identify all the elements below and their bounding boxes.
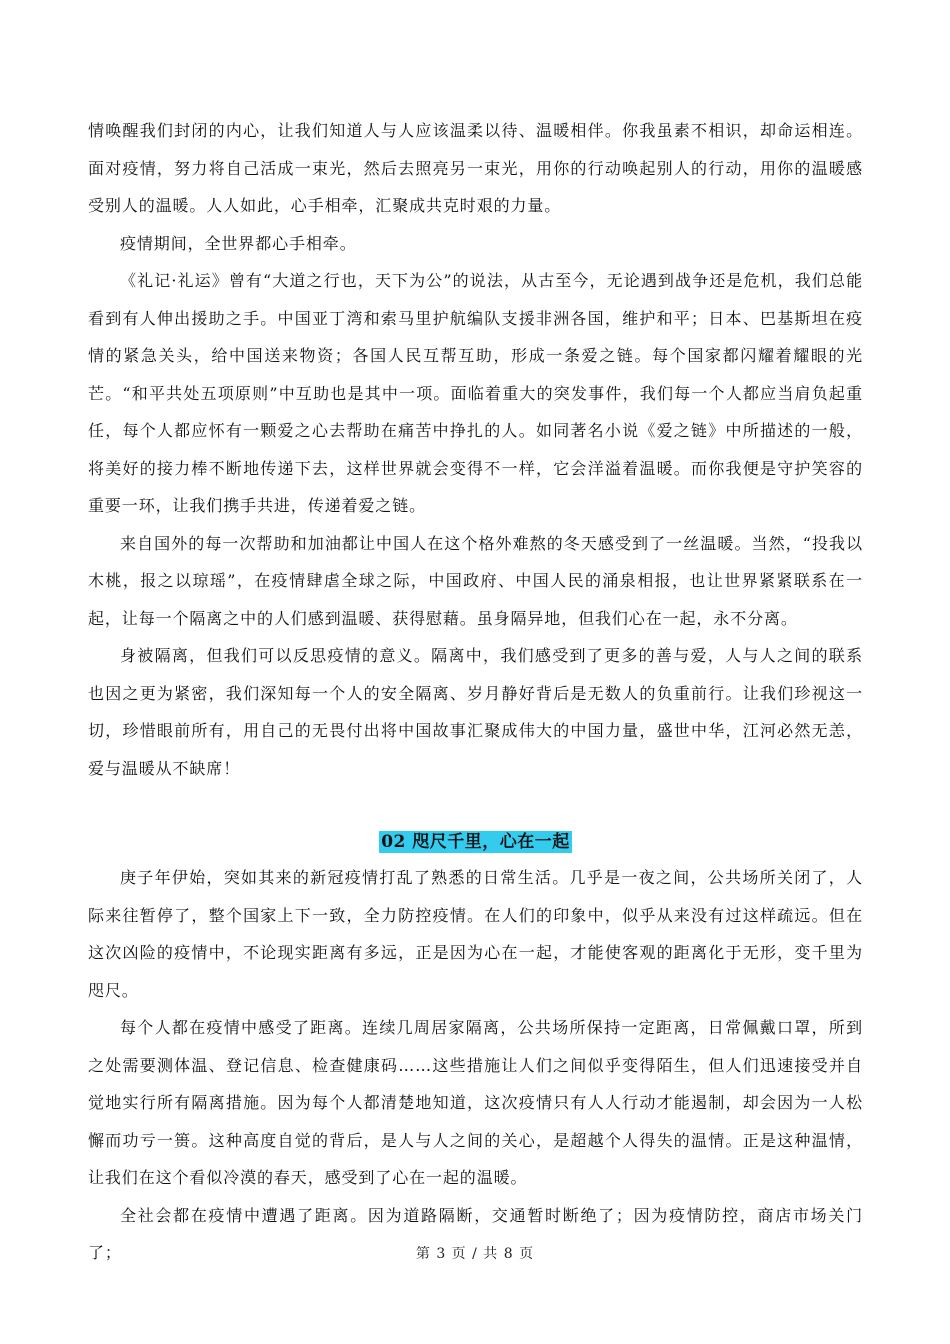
paragraph-6: 庚子年伊始，突如其来的新冠疫情打乱了熟悉的日常生活。几乎是一夜之间，公共场所关闭了，人际来往暂停了，整个国家上下一致，全力防控疫情。在人们的印象中，似乎从来没有过这样疏远。但在这次凶险的疫情中，不论现实距离有多远，正是因为心在一起，才能使客观的距离化于无形，变千里为咫尺。 bbox=[88, 868, 863, 1000]
paragraph-3: 《礼记·礼运》曾有“大道之行也，天下为公”的说法，从古至今，无论遇到战争还是危机，我们总能看到有人伸出援助之手。中国亚丁湾和索马里护航编队支援非洲各国，维护和平；日本、巴基斯坦在疫情的紧急关头，给中国送来物资；各国人民互帮互助，形成一条爱之链。每个国家都闪耀着耀眼的光芒。“和平共处五项原则”中互助也是其中一项。面临着重大的突发事件，我们每一个人都应当肩负起重任，每个人都应怀有一颗爱之心去帮助在痛苦中挣扎的人。如同著名小说《爱之链》中所描述的一般，将美好的接力棒不断地传递下去，这样世界就会变得不一样，它会洋溢着温暖。而你我便是守护笑容的重要一环，让我们携手共进，传递着爱之链。 bbox=[88, 271, 863, 515]
page-footer: 第 3 页 / 共 8 页 bbox=[415, 1246, 535, 1262]
paragraph-8: 全社会都在疫情中遭遇了距离。因为道路隔断，交通暂时断绝了；因为疫情防控，商店市场关门了； bbox=[88, 1205, 863, 1262]
document-page bbox=[88, 112, 863, 1272]
paragraph-1: 情唤醒我们封闭的内心，让我们知道人与人应该温柔以待、温暖相伴。你我虽素不相识，却命运相连。面对疫情，努力将自己活成一束光，然后去照亮另一束光，用你的行动唤起别人的行动，用你的温暖感受别人的温暖。人人如此，心手相牵，汇聚成共克时艰的力量。 bbox=[88, 121, 863, 215]
paragraph-2: 疫情期间，全世界都心手相牵。 bbox=[120, 233, 357, 253]
section-heading-wrap bbox=[88, 827, 863, 857]
section-heading: 02 咫尺千里，心在一起 bbox=[381, 832, 570, 852]
paragraph-7: 每个人都在疫情中感受了距离。连续几周居家隔离，公共场所保持一定距离，日常佩戴口罩，所到之处需要测体温、登记信息、检查健康码……这些措施让人们之间似乎变得陌生，但人们迅速接受并自觉地实行所有隔离措施。因为每个人都清楚地知道，这次疫情只有人人行动才能遏制，却会因为一人松懈而功亏一篑。这种高度自觉的背后，是人与人之间的关心，是超越个人得失的温情。正是这种温情，让我们在这个看似冷漠的春天，感受到了心在一起的温暖。 bbox=[88, 1018, 863, 1187]
paragraph-5: 身被隔离，但我们可以反思疫情的意义。隔离中，我们感受到了更多的善与爱，人与人之间的联系也因之更为紧密，我们深知每一个人的安全隔离、岁月静好背后是无数人的负重前行。让我们珍视这一切，珍惜眼前所有，用自己的无畏付出将中国故事汇聚成伟大的中国力量，盛世中华，江河必然无恙，爱与温暖从不缺席！ bbox=[88, 646, 863, 778]
paragraph-4: 来自国外的每一次帮助和加油都让中国人在这个格外难熬的冬天感受到了一丝温暖。当然，“投我以木桃，报之以琼瑶”，在疫情肆虐全球之际，中国政府、中国人民的涌泉相报，也让世界紧紧联系在一起，让每一个隔离之中的人们感到温暖、获得慰藉。虽身隔异地，但我们心在一起，永不分离。 bbox=[88, 533, 863, 628]
